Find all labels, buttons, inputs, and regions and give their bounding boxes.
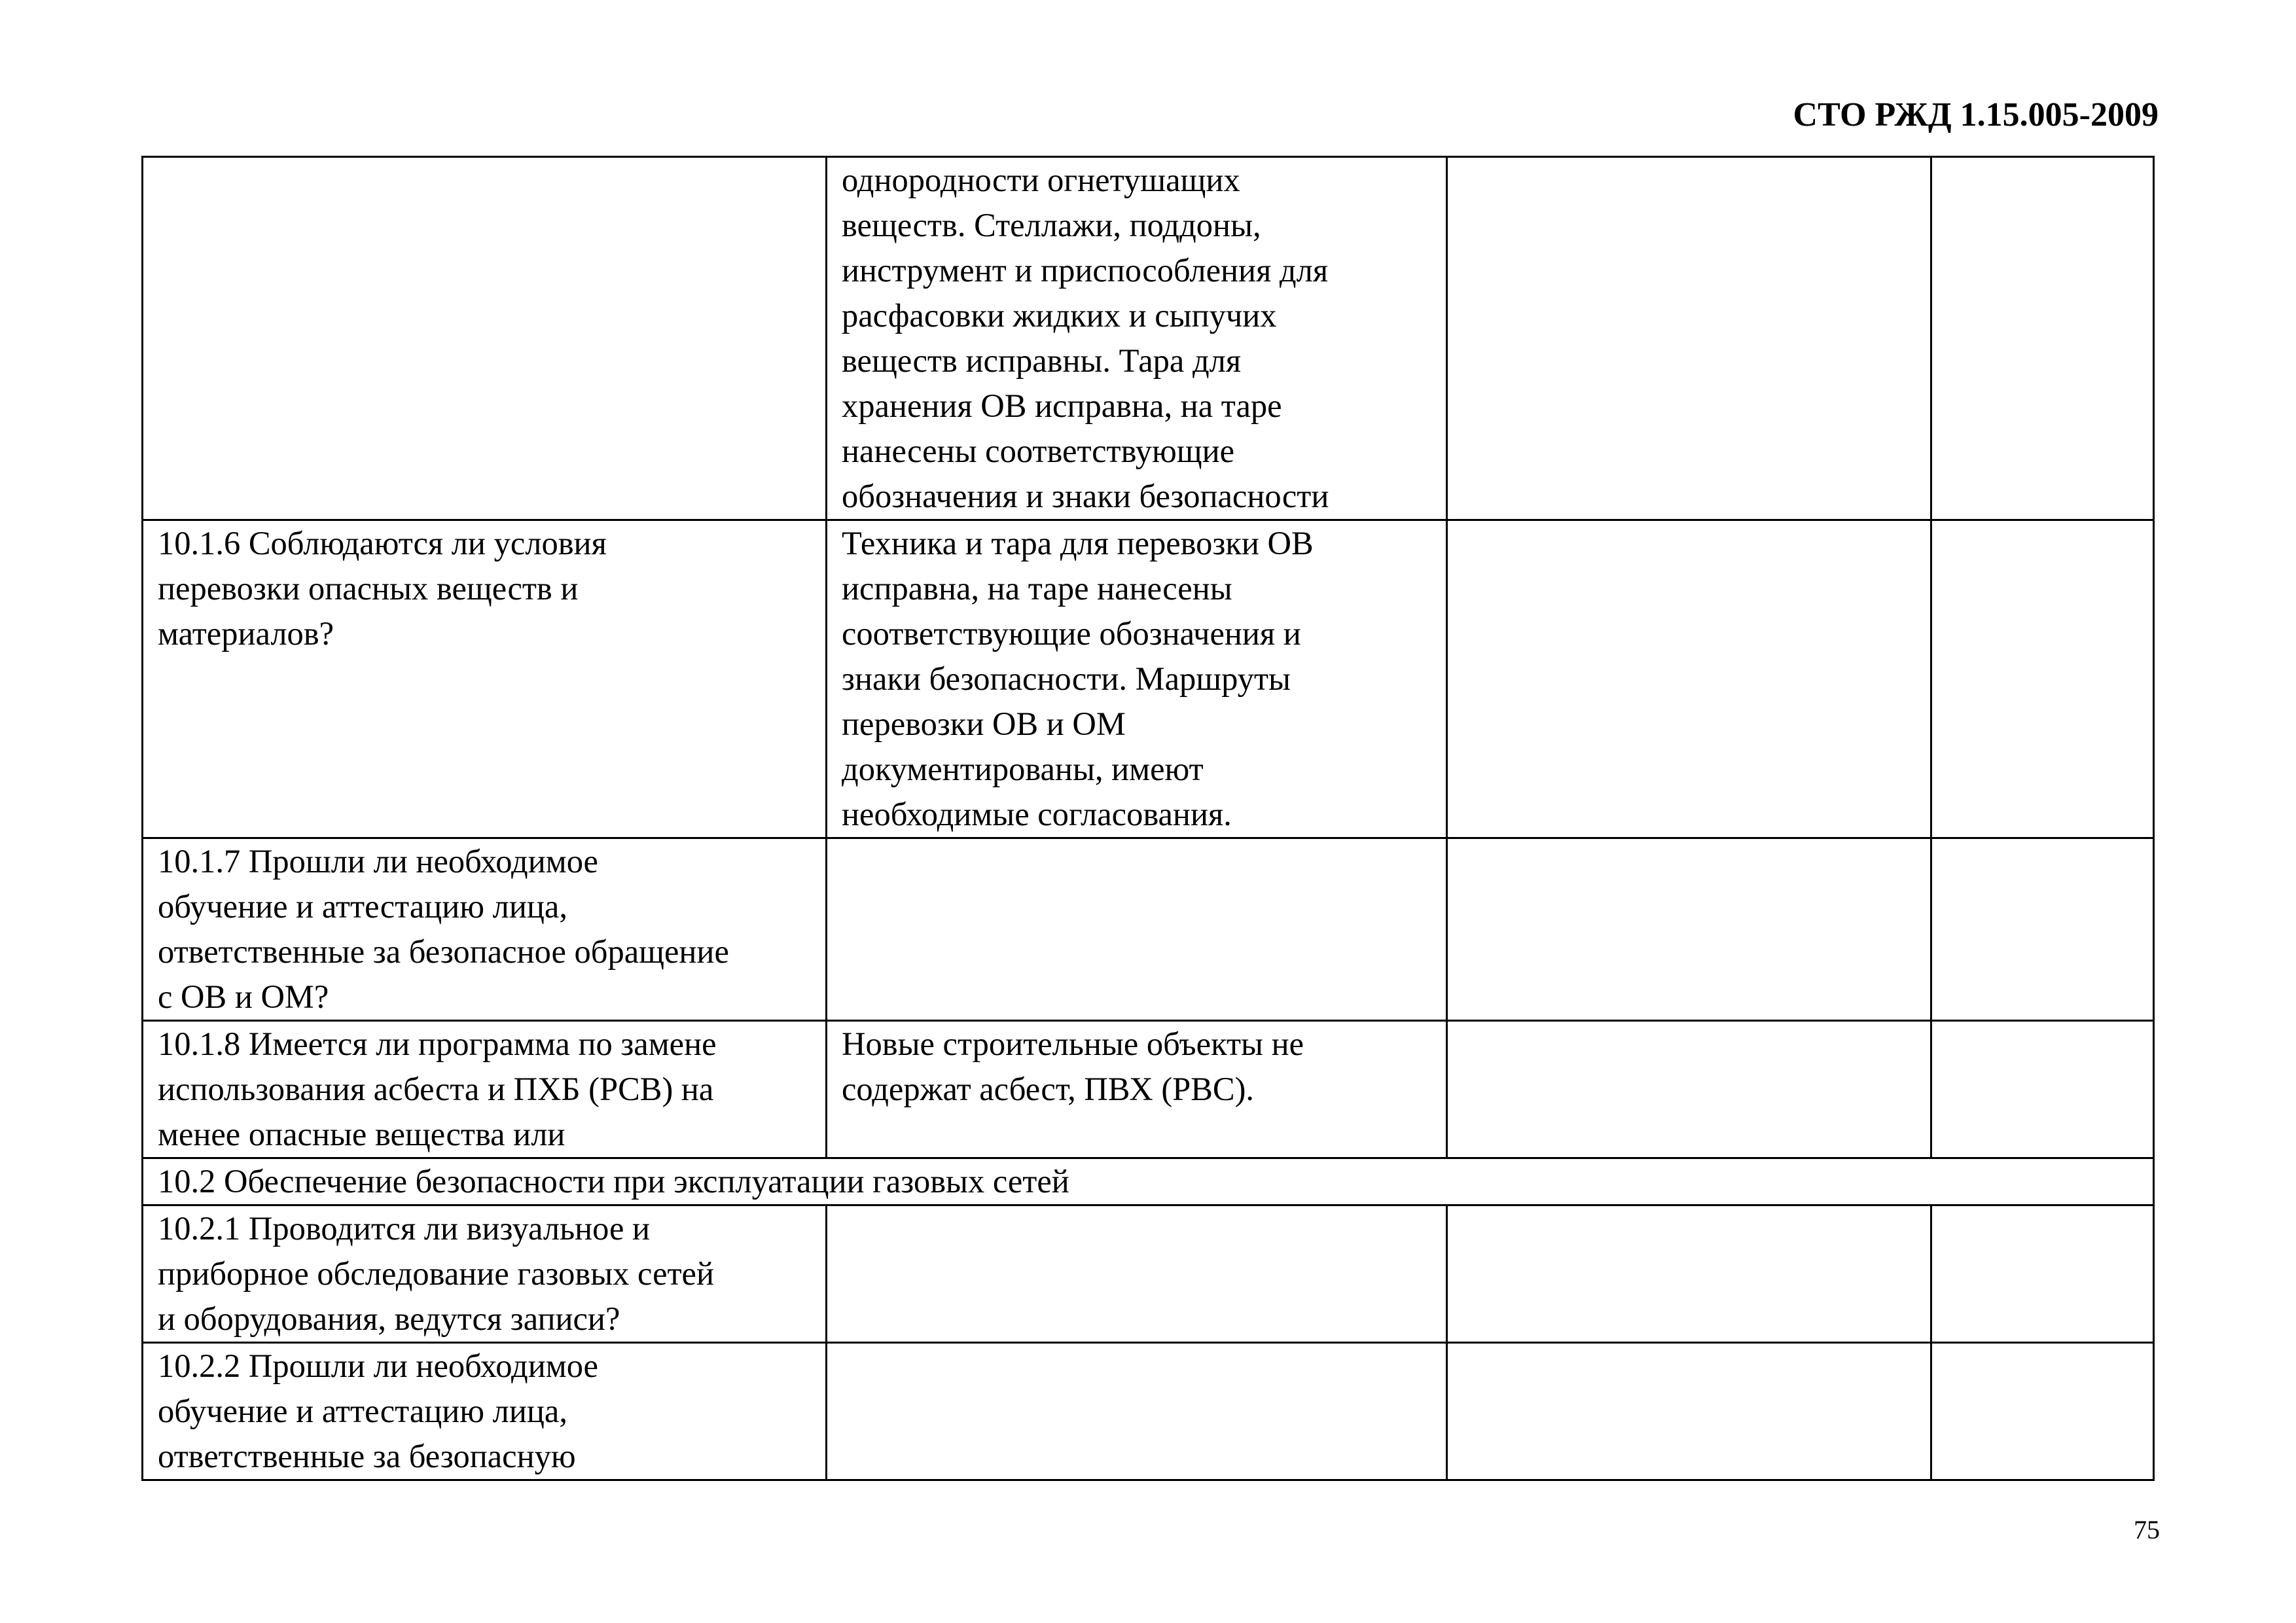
result-cell [1447,1021,1931,1158]
table-row [143,1021,2154,1158]
section-title: 10.2 Обеспечение безопасности при эксплуатации газовых сетей [143,1158,2154,1205]
evidence-cell [827,1343,1447,1480]
question-cell: 10.2.2 Прошли ли необходимое обучение и аттестацию лица, ответственные за безопасную [143,1343,827,1480]
section-header-row [143,1158,2154,1205]
table-row [143,157,2154,520]
result-cell [1447,838,1931,1021]
document-code: СТО РЖД 1.15.005-2009 [1793,96,2159,134]
evidence-cell [827,1205,1447,1343]
audit-checklist-table [141,156,2155,1481]
question-cell: 10.1.7 Прошли ли необходимое обучение и аттестацию лица, ответственные за безопасное обращение с ОВ и ОМ? [143,838,827,1021]
result-cell [1447,1205,1931,1343]
result-cell [1447,1343,1931,1480]
table-row [143,520,2154,838]
note-cell [1931,1343,2154,1480]
question-cell [143,157,827,520]
table-row [143,1343,2154,1480]
note-cell [1931,1205,2154,1343]
result-cell [1447,157,1931,520]
evidence-cell [827,838,1447,1021]
result-cell [1447,520,1931,838]
evidence-cell: Новые строительные объекты не содержат асбест, ПВХ (PBC). [827,1021,1447,1158]
page-number: 75 [2134,1515,2160,1544]
question-cell: 10.1.8 Имеется ли программа по замене использования асбеста и ПХБ (PCB) на менее опасные вещества или [143,1021,827,1158]
note-cell [1931,157,2154,520]
table-row [143,838,2154,1021]
question-cell: 10.1.6 Соблюдаются ли условия перевозки опасных веществ и материалов? [143,520,827,838]
note-cell [1931,520,2154,838]
evidence-cell: однородности огнетушащих веществ. Стеллажи, поддоны, инструмент и приспособления для расфасовки жидких и сыпучих веществ исправны. Тара для хранения ОВ исправна, на таре нанесены соответствующие обозначения и знаки безопасности [827,157,1447,520]
evidence-cell: Техника и тара для перевозки ОВ исправна, на таре нанесены соответствующие обозначения и знаки безопасности. Маршруты перевозки ОВ и ОМ документированы, имеют необходимые согласования. [827,520,1447,838]
note-cell [1931,838,2154,1021]
table-row [143,1205,2154,1343]
question-cell: 10.2.1 Проводится ли визуальное и приборное обследование газовых сетей и оборудования, ведутся записи? [143,1205,827,1343]
note-cell [1931,1021,2154,1158]
